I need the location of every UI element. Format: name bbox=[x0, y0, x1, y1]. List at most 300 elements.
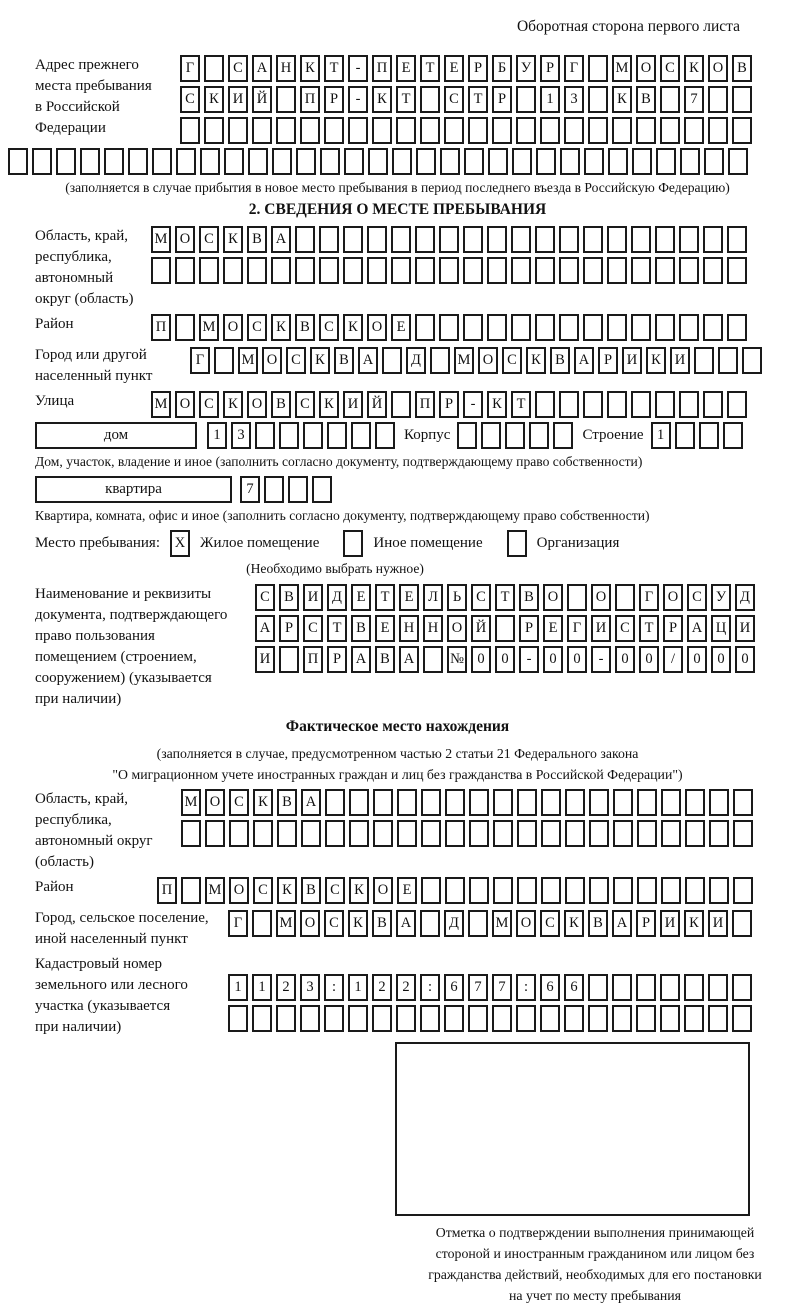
char-cell bbox=[564, 1005, 584, 1032]
char-cell: С bbox=[502, 347, 522, 374]
char-cell: В bbox=[295, 314, 315, 341]
char-cell: М bbox=[199, 314, 219, 341]
char-cell: 0 bbox=[567, 646, 587, 673]
char-cell bbox=[559, 257, 579, 284]
char-row bbox=[228, 1005, 752, 1032]
char-cell: Н bbox=[276, 55, 296, 82]
char-cell bbox=[612, 1005, 632, 1032]
char-cell: 1 bbox=[207, 422, 227, 449]
char-cell bbox=[680, 148, 700, 175]
char-cell: Е bbox=[399, 584, 419, 611]
char-cell: О bbox=[223, 314, 243, 341]
char-cell: О bbox=[708, 55, 728, 82]
char-cell: О bbox=[175, 391, 195, 418]
char-cell bbox=[264, 476, 284, 503]
char-cell bbox=[440, 148, 460, 175]
label-line: на учет по месту пребывания bbox=[509, 1288, 681, 1303]
char-cell: Й bbox=[367, 391, 387, 418]
char-cell bbox=[516, 117, 536, 144]
char-cell bbox=[613, 789, 633, 816]
char-cell bbox=[324, 117, 344, 144]
char-cell bbox=[516, 1005, 536, 1032]
char-row bbox=[181, 789, 753, 816]
char-cell bbox=[733, 789, 753, 816]
char-cell bbox=[493, 820, 513, 847]
char-cell: Ц bbox=[711, 615, 731, 642]
char-cell bbox=[588, 117, 608, 144]
char-cell bbox=[487, 314, 507, 341]
char-cell bbox=[708, 1005, 728, 1032]
char-cell: Т bbox=[420, 55, 440, 82]
char-cell bbox=[655, 257, 675, 284]
char-row bbox=[255, 615, 755, 642]
char-cell bbox=[200, 148, 220, 175]
char-cell bbox=[732, 910, 752, 937]
char-cell bbox=[445, 789, 465, 816]
char-cell bbox=[214, 347, 234, 374]
char-cell: Р bbox=[439, 391, 459, 418]
char-cell: Г bbox=[190, 347, 210, 374]
char-cell bbox=[660, 1005, 680, 1032]
char-cell bbox=[728, 148, 748, 175]
char-cell bbox=[685, 789, 705, 816]
char-cell bbox=[536, 148, 556, 175]
char-cell: / bbox=[663, 646, 683, 673]
char-cell bbox=[175, 257, 195, 284]
char-cell bbox=[421, 820, 441, 847]
char-cell bbox=[104, 148, 124, 175]
char-row bbox=[151, 391, 747, 418]
char-cell bbox=[324, 1005, 344, 1032]
char-cell: А bbox=[399, 646, 419, 673]
char-cell bbox=[632, 148, 652, 175]
char-cell bbox=[588, 55, 608, 82]
document-label bbox=[35, 584, 255, 710]
char-cell: - bbox=[348, 86, 368, 113]
char-cell bbox=[535, 314, 555, 341]
char-cell bbox=[252, 1005, 272, 1032]
char-cell bbox=[589, 877, 609, 904]
cadastre-field bbox=[35, 954, 800, 1038]
char-cell bbox=[445, 877, 465, 904]
label-line: помещением (строением, bbox=[35, 649, 197, 665]
stroenie-cells bbox=[651, 422, 743, 449]
char-cell bbox=[279, 646, 299, 673]
char-cell bbox=[727, 226, 747, 253]
char-cell bbox=[343, 257, 363, 284]
char-cell: Е bbox=[396, 55, 416, 82]
actual-city-field bbox=[35, 908, 800, 950]
char-cell bbox=[421, 789, 441, 816]
char-cell: В bbox=[247, 226, 267, 253]
char-cell: А bbox=[612, 910, 632, 937]
label-line: Город, сельское поселение, bbox=[35, 910, 209, 926]
char-cell: Т bbox=[511, 391, 531, 418]
char-cell bbox=[300, 1005, 320, 1032]
house-type-box: дом bbox=[35, 422, 197, 449]
house-caption: Дом, участок, владение и иное (заполнить согласно документу, подтверждающему право собственности) bbox=[35, 454, 643, 469]
label-line: Город или другой bbox=[35, 347, 147, 363]
char-cell bbox=[732, 1005, 752, 1032]
char-cell bbox=[661, 789, 681, 816]
label-line: участка (указывается bbox=[35, 998, 171, 1014]
char-cell bbox=[223, 257, 243, 284]
char-cell: - bbox=[463, 391, 483, 418]
char-cell: С bbox=[253, 877, 273, 904]
char-cell bbox=[8, 148, 28, 175]
char-cell bbox=[694, 347, 714, 374]
char-cell bbox=[180, 117, 200, 144]
char-cell bbox=[679, 257, 699, 284]
char-cell: О bbox=[175, 226, 195, 253]
char-cell bbox=[255, 422, 275, 449]
char-cell bbox=[583, 314, 603, 341]
char-cell: О bbox=[229, 877, 249, 904]
char-cell: Е bbox=[397, 877, 417, 904]
char-cell bbox=[349, 789, 369, 816]
district-field bbox=[35, 314, 800, 341]
char-cell bbox=[372, 117, 392, 144]
char-cell bbox=[349, 820, 369, 847]
char-cell bbox=[152, 148, 172, 175]
stay-type-checkbox-other bbox=[343, 530, 363, 557]
char-cell bbox=[631, 257, 651, 284]
char-cell bbox=[463, 314, 483, 341]
char-cell: П bbox=[151, 314, 171, 341]
char-cell: 6 bbox=[564, 974, 584, 1001]
char-cell: Й bbox=[471, 615, 491, 642]
char-cell bbox=[511, 314, 531, 341]
char-cell bbox=[457, 422, 477, 449]
char-row bbox=[151, 314, 747, 341]
district-label bbox=[35, 314, 151, 335]
char-cell: В bbox=[732, 55, 752, 82]
char-cell bbox=[679, 391, 699, 418]
char-cell bbox=[295, 257, 315, 284]
char-cell bbox=[535, 226, 555, 253]
char-cell: С bbox=[444, 86, 464, 113]
char-cell: М bbox=[612, 55, 632, 82]
char-cell: К bbox=[300, 55, 320, 82]
char-cell: 7 bbox=[492, 974, 512, 1001]
char-cell: 2 bbox=[372, 974, 392, 1001]
label-line: республика, bbox=[35, 249, 112, 265]
char-cell: Е bbox=[391, 314, 411, 341]
char-cell: № bbox=[447, 646, 467, 673]
char-row bbox=[181, 820, 753, 847]
section2-title: 2. СВЕДЕНИЯ О МЕСТЕ ПРЕБЫВАНИЯ bbox=[248, 201, 547, 218]
char-cell: К bbox=[487, 391, 507, 418]
char-cell: 7 bbox=[468, 974, 488, 1001]
char-row bbox=[180, 117, 752, 144]
char-cell bbox=[181, 820, 201, 847]
char-cell bbox=[655, 314, 675, 341]
char-cell bbox=[709, 820, 729, 847]
char-cell bbox=[727, 257, 747, 284]
char-cell: Е bbox=[351, 584, 371, 611]
label-line: Отметка о подтверждении выполнения принимающей bbox=[435, 1225, 755, 1240]
char-cell bbox=[511, 226, 531, 253]
char-cell bbox=[541, 820, 561, 847]
char-cell: С bbox=[228, 55, 248, 82]
char-cell: К bbox=[204, 86, 224, 113]
char-cell: Ь bbox=[447, 584, 467, 611]
char-cell bbox=[469, 789, 489, 816]
char-cell bbox=[709, 877, 729, 904]
char-cell bbox=[516, 86, 536, 113]
char-cell bbox=[367, 257, 387, 284]
char-cell bbox=[344, 148, 364, 175]
char-cell: 0 bbox=[495, 646, 515, 673]
char-cell bbox=[348, 1005, 368, 1032]
stay-type-option-residential: Жилое помещение bbox=[200, 535, 320, 551]
char-cell bbox=[560, 148, 580, 175]
char-cell: О bbox=[247, 391, 267, 418]
label-line: места пребывания bbox=[35, 78, 152, 94]
char-cell: К bbox=[684, 910, 704, 937]
label-line: в Российской bbox=[35, 99, 120, 115]
char-cell: И bbox=[303, 584, 323, 611]
label-line: гражданства действий, необходимых для его постановки bbox=[428, 1267, 762, 1282]
char-cell: Г bbox=[180, 55, 200, 82]
char-cell: С bbox=[325, 877, 345, 904]
char-cell bbox=[391, 226, 411, 253]
char-cell bbox=[300, 117, 320, 144]
char-cell: К bbox=[349, 877, 369, 904]
cadastre-rows bbox=[228, 974, 752, 1032]
char-cell bbox=[588, 974, 608, 1001]
char-cell: С bbox=[471, 584, 491, 611]
char-cell: П bbox=[415, 391, 435, 418]
char-cell bbox=[421, 877, 441, 904]
stay-type-row bbox=[35, 530, 800, 557]
char-cell bbox=[492, 117, 512, 144]
char-cell bbox=[445, 820, 465, 847]
char-row bbox=[180, 55, 752, 82]
char-cell bbox=[661, 820, 681, 847]
apartment-number-cells bbox=[240, 476, 332, 503]
char-cell: С bbox=[303, 615, 323, 642]
char-cell bbox=[607, 226, 627, 253]
char-cell: М bbox=[205, 877, 225, 904]
char-cell bbox=[439, 226, 459, 253]
label-line: автономный bbox=[35, 270, 114, 286]
char-cell bbox=[397, 789, 417, 816]
char-cell: О bbox=[367, 314, 387, 341]
char-cell bbox=[288, 476, 308, 503]
char-cell bbox=[631, 226, 651, 253]
char-cell: А bbox=[358, 347, 378, 374]
char-cell bbox=[248, 148, 268, 175]
char-cell bbox=[397, 820, 417, 847]
char-cell bbox=[588, 86, 608, 113]
apartment-caption: Квартира, комната, офис и иное (заполнить согласно документу, подтверждающему право собственности) bbox=[35, 508, 650, 523]
label-line: сооружением) (указывается bbox=[35, 670, 212, 686]
char-cell: О bbox=[447, 615, 467, 642]
char-cell bbox=[655, 226, 675, 253]
char-row bbox=[190, 347, 762, 374]
char-cell: О bbox=[543, 584, 563, 611]
char-cell: Р bbox=[540, 55, 560, 82]
char-cell bbox=[612, 974, 632, 1001]
char-cell: Р bbox=[468, 55, 488, 82]
char-cell bbox=[319, 226, 339, 253]
char-cell: С bbox=[199, 391, 219, 418]
char-cell: А bbox=[351, 646, 371, 673]
label-line: при наличии) bbox=[35, 1019, 122, 1035]
char-cell: С bbox=[319, 314, 339, 341]
prev-address-label bbox=[35, 55, 180, 139]
label-line: иной населенный пункт bbox=[35, 931, 188, 947]
char-cell: О bbox=[636, 55, 656, 82]
label-line: автономный округ bbox=[35, 833, 153, 849]
char-cell: П bbox=[300, 86, 320, 113]
char-cell bbox=[301, 820, 321, 847]
char-cell: : bbox=[324, 974, 344, 1001]
char-cell bbox=[535, 391, 555, 418]
char-cell bbox=[708, 117, 728, 144]
char-cell bbox=[493, 789, 513, 816]
char-cell bbox=[540, 117, 560, 144]
char-cell bbox=[224, 148, 244, 175]
char-cell bbox=[204, 117, 224, 144]
char-cell: : bbox=[420, 974, 440, 1001]
char-cell: С bbox=[286, 347, 306, 374]
char-cell bbox=[511, 257, 531, 284]
char-cell bbox=[228, 117, 248, 144]
char-cell bbox=[541, 877, 561, 904]
char-cell: В bbox=[351, 615, 371, 642]
char-cell: В bbox=[279, 584, 299, 611]
char-cell bbox=[373, 820, 393, 847]
label-line: Улица bbox=[35, 393, 75, 409]
char-cell bbox=[351, 422, 371, 449]
char-cell bbox=[567, 584, 587, 611]
char-cell bbox=[607, 314, 627, 341]
char-cell bbox=[583, 391, 603, 418]
region-field bbox=[35, 226, 800, 310]
char-cell bbox=[373, 789, 393, 816]
char-cell bbox=[327, 422, 347, 449]
char-cell: А bbox=[271, 226, 291, 253]
char-cell: Р bbox=[519, 615, 539, 642]
label-line: округ (область) bbox=[35, 291, 134, 307]
char-cell bbox=[565, 789, 585, 816]
char-cell bbox=[343, 226, 363, 253]
stamp-caption bbox=[385, 1222, 805, 1306]
char-cell: Д bbox=[327, 584, 347, 611]
char-cell bbox=[553, 422, 573, 449]
char-cell bbox=[679, 226, 699, 253]
char-cell bbox=[679, 314, 699, 341]
char-cell bbox=[325, 820, 345, 847]
char-cell bbox=[468, 117, 488, 144]
char-cell: Н bbox=[399, 615, 419, 642]
stay-type-checkbox-organization bbox=[507, 530, 527, 557]
char-cell bbox=[559, 391, 579, 418]
char-cell bbox=[375, 422, 395, 449]
region-label bbox=[35, 226, 151, 310]
char-cell bbox=[709, 789, 729, 816]
char-cell bbox=[32, 148, 52, 175]
char-cell: Р bbox=[279, 615, 299, 642]
prev-address-note: (заполняется в случае прибытия в новое место пребывания в период последнего въезда в Российскую Федерацию) bbox=[65, 180, 730, 195]
char-cell bbox=[276, 86, 296, 113]
char-cell bbox=[733, 820, 753, 847]
char-cell bbox=[420, 86, 440, 113]
actual-location-title: Фактическое место нахождения bbox=[285, 718, 510, 735]
char-cell bbox=[372, 1005, 392, 1032]
label-line: Федерации bbox=[35, 120, 106, 136]
char-cell: Т bbox=[396, 86, 416, 113]
label-line: Наименование и реквизиты bbox=[35, 586, 212, 602]
char-cell: К bbox=[348, 910, 368, 937]
char-cell bbox=[565, 877, 585, 904]
char-cell bbox=[439, 257, 459, 284]
char-cell: Г bbox=[564, 55, 584, 82]
char-cell: К bbox=[646, 347, 666, 374]
actual-region-rows bbox=[181, 789, 753, 847]
label-line: населенный пункт bbox=[35, 368, 153, 384]
actual-district-label bbox=[35, 877, 157, 898]
char-cell bbox=[733, 877, 753, 904]
label-line: стороной и иностранным гражданином или лицом без bbox=[435, 1246, 755, 1261]
char-cell bbox=[128, 148, 148, 175]
char-cell: Р bbox=[492, 86, 512, 113]
char-cell: К bbox=[271, 314, 291, 341]
char-cell bbox=[382, 347, 402, 374]
char-cell bbox=[584, 148, 604, 175]
char-cell bbox=[512, 148, 532, 175]
char-cell: 1 bbox=[348, 974, 368, 1001]
char-cell: К bbox=[310, 347, 330, 374]
label-line: (заполняется в случае, предусмотренном частью 2 статьи 21 Федерального закона bbox=[156, 746, 639, 761]
char-cell: Г bbox=[639, 584, 659, 611]
char-cell: Т bbox=[468, 86, 488, 113]
char-cell: О bbox=[516, 910, 536, 937]
char-cell bbox=[636, 1005, 656, 1032]
label-line: документа, подтверждающего bbox=[35, 607, 228, 623]
char-cell bbox=[492, 1005, 512, 1032]
char-cell bbox=[583, 226, 603, 253]
actual-location-note bbox=[35, 743, 800, 785]
char-cell bbox=[636, 117, 656, 144]
char-cell: В bbox=[588, 910, 608, 937]
char-cell bbox=[613, 820, 633, 847]
char-cell bbox=[727, 391, 747, 418]
char-cell: К bbox=[277, 877, 297, 904]
char-cell: К bbox=[223, 391, 243, 418]
char-row bbox=[151, 257, 747, 284]
char-cell bbox=[732, 974, 752, 1001]
char-cell bbox=[615, 584, 635, 611]
char-cell: 0 bbox=[543, 646, 563, 673]
label-line: право пользования bbox=[35, 628, 155, 644]
char-cell: Д bbox=[735, 584, 755, 611]
char-cell: С bbox=[247, 314, 267, 341]
char-cell: Т bbox=[327, 615, 347, 642]
char-cell: 2 bbox=[276, 974, 296, 1001]
char-cell: П bbox=[157, 877, 177, 904]
char-cell bbox=[252, 910, 272, 937]
char-cell bbox=[723, 422, 743, 449]
char-cell bbox=[420, 117, 440, 144]
char-cell: В bbox=[334, 347, 354, 374]
char-cell bbox=[637, 877, 657, 904]
char-row bbox=[228, 974, 752, 1001]
char-cell: 6 bbox=[444, 974, 464, 1001]
char-cell: 1 bbox=[540, 86, 560, 113]
